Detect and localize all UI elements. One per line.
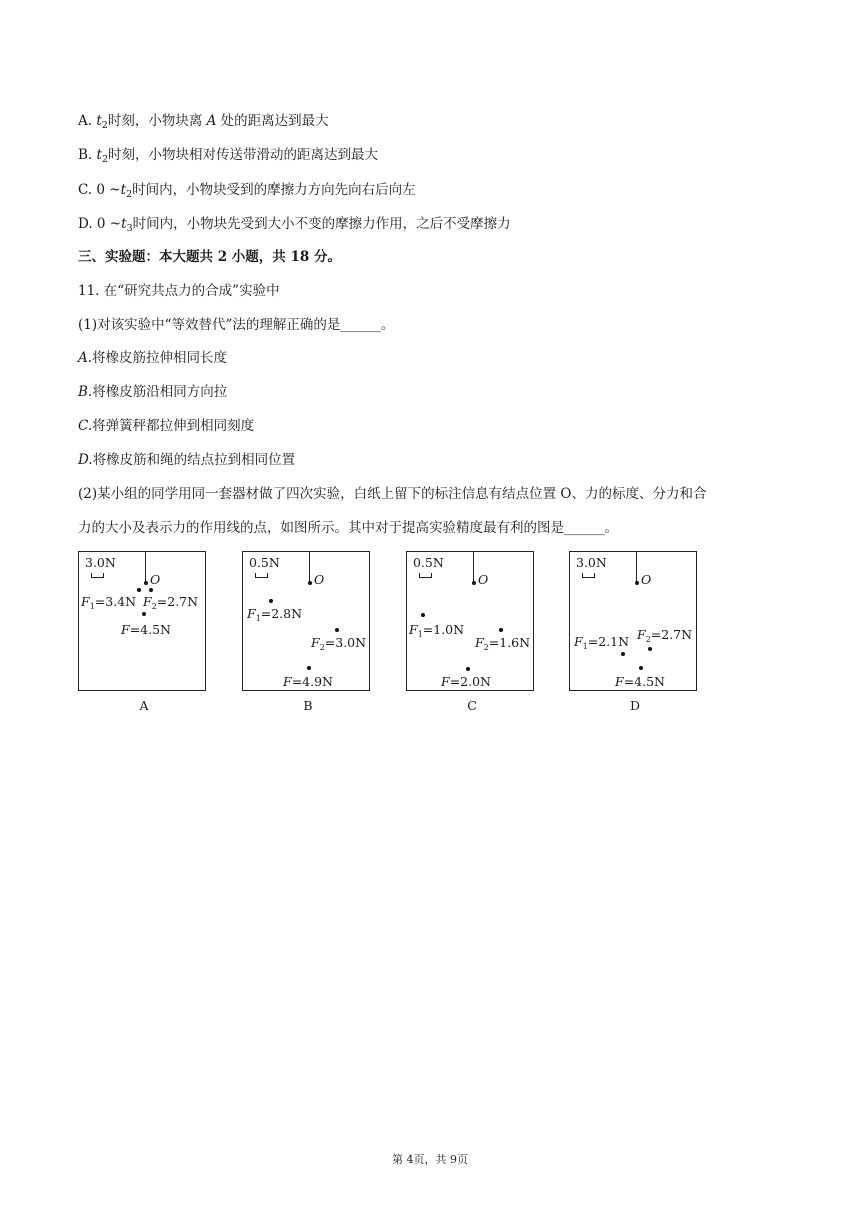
- choice-c: C.将弹簧秤都拉伸到相同刻度: [78, 418, 255, 434]
- rope-line: [473, 552, 474, 582]
- point-f: [639, 666, 643, 670]
- point-f1: [269, 599, 273, 603]
- choice-d: D.将橡皮筋和绳的结点拉到相同位置: [78, 452, 296, 468]
- scale-bracket: [419, 573, 432, 578]
- point-f2: [648, 647, 652, 651]
- option-d: D. 0 $\sim t_3$时间内，小物块先受到大小不变的摩擦力作用，之后不受摩擦力: [78, 216, 511, 234]
- label-f: F=4.5N: [121, 622, 171, 637]
- point-f2: [149, 588, 153, 592]
- question-part1: (1)对该实验中“等效替代”法的理解正确的是______。: [78, 317, 395, 333]
- question-part2-line1: (2)某小组的同学用同一套器材做了四次实验，白纸上留下的标注信息有结点位置 O、力的标度、分力和合: [78, 486, 707, 502]
- option-b: B. $t_2$时刻，小物块相对传送带滑动的距离达到最大: [78, 147, 378, 165]
- point-f: [466, 667, 470, 671]
- label-f2: $F_2=2.7N$: [143, 594, 199, 611]
- label-o: O: [641, 572, 652, 587]
- point-f: [142, 612, 146, 616]
- scale-bracket: [582, 573, 595, 578]
- figure-c: [406, 551, 534, 691]
- question-stem: 11. 在“研究共点力的合成”实验中: [78, 283, 280, 299]
- point-f: [307, 666, 311, 670]
- figure-c-caption: C: [467, 698, 477, 713]
- point-f1: [421, 613, 425, 617]
- label-f1: $F_1=2.1N$: [574, 634, 630, 651]
- option-a: A. $t_2$时刻，小物块离 A 处的距离达到最大: [78, 113, 329, 131]
- label-o: O: [150, 572, 161, 587]
- label-o: O: [478, 572, 489, 587]
- figure-a-caption: A: [139, 698, 149, 713]
- label-f: F=4.9N: [283, 674, 333, 689]
- choice-a: A.将橡皮筋拉伸相同长度: [78, 350, 228, 366]
- label-f2: $F_2=1.6N$: [475, 635, 531, 652]
- point-o: [144, 581, 148, 585]
- scale-label: 0.5N: [249, 555, 280, 570]
- figure-b: [242, 551, 370, 691]
- point-o: [308, 581, 312, 585]
- rope-line: [636, 552, 637, 582]
- figure-a: [78, 551, 206, 691]
- figure-d: [569, 551, 697, 691]
- label-f1: $F_1=1.0N$: [409, 622, 465, 639]
- point-f2: [335, 628, 339, 632]
- choice-b: B.将橡皮筋沿相同方向拉: [78, 384, 228, 400]
- label-o: O: [314, 572, 325, 587]
- figure-b-caption: B: [303, 698, 313, 713]
- label-f1: $F_1=2.8N$: [247, 606, 303, 623]
- label-f: F=2.0N: [441, 674, 491, 689]
- scale-label: 3.0N: [576, 555, 607, 570]
- label-f: F=4.5N: [615, 674, 665, 689]
- scale-bracket: [255, 573, 268, 578]
- point-f1: [137, 588, 141, 592]
- scale-bracket: [91, 573, 104, 578]
- page-footer: 第 4页，共 9页: [392, 1153, 468, 1166]
- point-o: [472, 581, 476, 585]
- scale-label: 0.5N: [413, 555, 444, 570]
- question-part2-line2: 力的大小及表示力的作用线的点，如图所示。其中对于提高实验精度最有利的图是______。: [78, 520, 618, 536]
- section-title: 三、实验题：本大题共 2 小题，共 18 分。: [78, 249, 341, 265]
- point-f1: [621, 652, 625, 656]
- label-f2: $F_2=3.0N$: [311, 635, 367, 652]
- option-c: C. 0 $\sim t_2$时间内，小物块受到的摩擦力方向先向右后向左: [78, 182, 416, 200]
- label-f2: $F_2=2.7N$: [637, 627, 693, 644]
- label-f1: $F_1=3.4N$: [81, 594, 137, 611]
- scale-label: 3.0N: [85, 555, 116, 570]
- point-o: [635, 581, 639, 585]
- point-f2: [499, 628, 503, 632]
- figure-d-caption: D: [629, 698, 641, 713]
- rope-line: [309, 552, 310, 582]
- rope-line: [145, 552, 146, 582]
